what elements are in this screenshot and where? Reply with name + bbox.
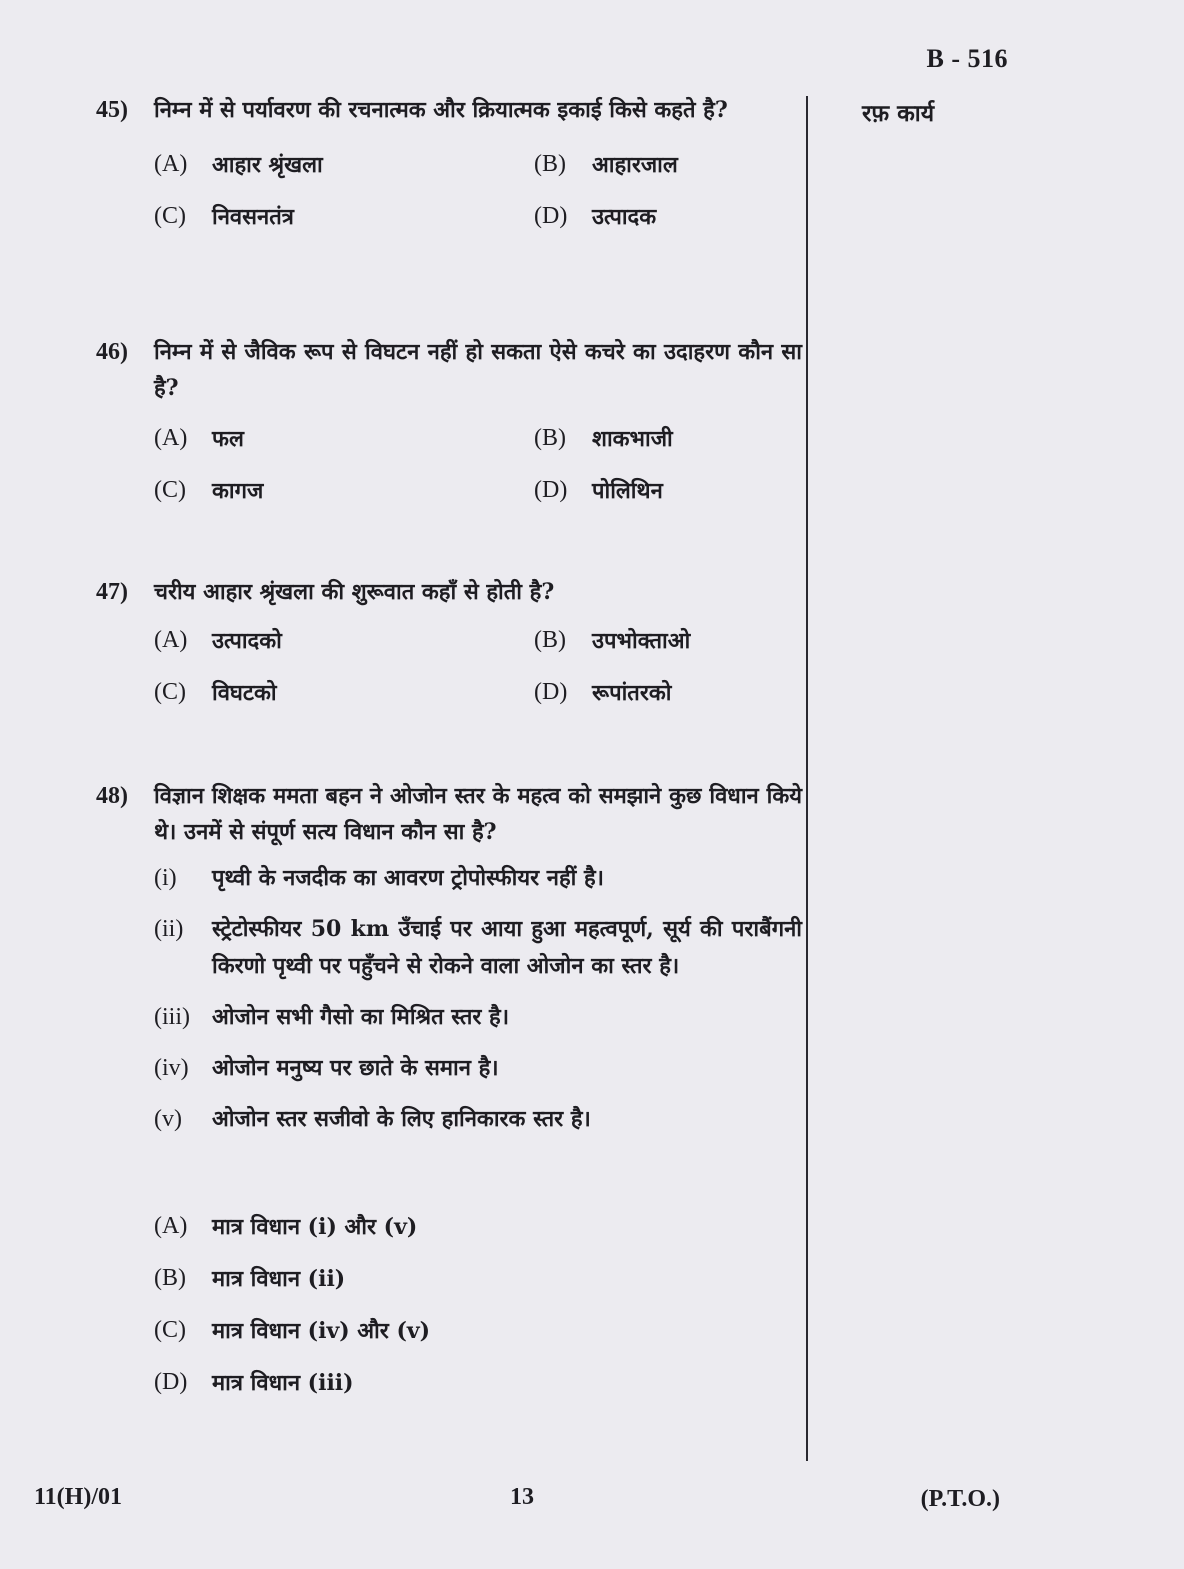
statement-ii (154, 911, 802, 985)
question-number: 47) (96, 579, 128, 605)
statement-v (154, 1101, 802, 1138)
statement-iii (154, 999, 802, 1036)
option-text: उत्पादक (592, 204, 657, 230)
option-b (534, 412, 854, 464)
option-b (154, 1252, 802, 1304)
option-d (534, 666, 854, 718)
statement-text: स्ट्रेटोस्फीयर 50 km उँचाई पर आया हुआ महत्वपूर्ण, सूर्य की पराबैंगनी किरणो पृथ्वी पर पहुँचने से रोकने वाला ओजोन का स्तर है। (212, 916, 802, 979)
option-text: मात्र विधान (iv) और (v) (212, 1318, 431, 1344)
option-a (154, 1200, 802, 1252)
option-text: निवसनतंत्र (212, 204, 294, 230)
option-label: (C) (154, 1316, 186, 1343)
option-text: फल (212, 426, 244, 452)
option-text: मात्र विधान (i) और (v) (212, 1214, 418, 1240)
question-48 (96, 778, 802, 1408)
page-number: 13 (510, 1484, 534, 1510)
option-label: (D) (534, 678, 568, 705)
question-45 (96, 92, 802, 242)
option-label: (C) (154, 202, 186, 229)
question-number: 45) (96, 97, 128, 123)
paper-code: B - 516 (926, 44, 1008, 73)
question-number: 48) (96, 783, 128, 809)
statement-i (154, 860, 802, 897)
statement-text: ओजोन सभी गैसो का मिश्रित स्तर है। (212, 1004, 510, 1030)
option-label: (B) (154, 1264, 186, 1291)
option-label: (B) (534, 424, 566, 451)
option-label: (D) (534, 202, 568, 229)
option-text: उत्पादको (212, 628, 282, 654)
option-c (154, 666, 534, 718)
option-b (534, 138, 854, 190)
rough-work-heading: रफ़ कार्य (862, 100, 935, 127)
statement-label: (ii) (154, 916, 184, 942)
option-c (154, 1304, 802, 1356)
statement-list (96, 860, 802, 1138)
option-label: (B) (534, 150, 566, 177)
option-d (534, 464, 854, 516)
question-text: चरीय आहार श्रृंखला की शुरूवात कहाँ से होती है? (154, 579, 555, 605)
option-a (154, 138, 534, 190)
option-label: (C) (154, 678, 186, 705)
option-text: कागज (212, 478, 264, 504)
footer-paper-id: 11(H)/01 (34, 1484, 122, 1510)
question-47 (96, 574, 802, 718)
option-text: रूपांतरको (592, 680, 672, 706)
option-label: (A) (154, 424, 188, 451)
option-d (534, 190, 854, 242)
option-text: विघटको (212, 680, 277, 706)
option-a (154, 412, 534, 464)
statement-text: पृथ्वी के नजदीक का आवरण ट्रोपोस्फीयर नहीं है। (212, 865, 605, 891)
statement-text: ओजोन मनुष्य पर छाते के समान है। (212, 1055, 499, 1081)
options-grid (154, 412, 802, 516)
option-c (154, 190, 534, 242)
options-grid (154, 614, 802, 718)
option-text: उपभोक्ताओ (592, 628, 691, 654)
question-text: विज्ञान शिक्षक ममता बहन ने ओजोन स्तर के महत्व को समझाने कुछ विधान किये थे। उनमें से संपूर्ण सत्य विधान कौन सा है? (154, 783, 802, 845)
option-b (534, 614, 854, 666)
column-divider (806, 96, 808, 1461)
question-text: निम्न में से जैविक रूप से विघटन नहीं हो सकता ऐसे कचरे का उदाहरण कौन सा है? (154, 339, 802, 401)
option-label: (B) (534, 626, 566, 653)
statement-label: (v) (154, 1106, 182, 1132)
statement-label: (i) (154, 865, 177, 891)
option-c (154, 464, 534, 516)
option-label: (A) (154, 1212, 188, 1239)
option-text: पोलिथिन (592, 478, 663, 504)
option-text: मात्र विधान (ii) (212, 1266, 346, 1292)
option-d (154, 1356, 802, 1408)
option-label: (D) (154, 1368, 188, 1395)
option-text: आहार श्रृंखला (212, 152, 323, 178)
please-turn-over: (P.T.O.) (920, 1486, 1000, 1512)
option-a (154, 614, 534, 666)
option-label: (C) (154, 476, 186, 503)
option-label: (A) (154, 626, 188, 653)
statement-text: ओजोन स्तर सजीवो के लिए हानिकारक स्तर है। (212, 1106, 591, 1132)
option-text: आहारजाल (592, 152, 678, 178)
statement-label: (iii) (154, 1004, 190, 1030)
answer-choices (96, 1200, 802, 1408)
option-label: (D) (534, 476, 568, 503)
option-text: मात्र विधान (iii) (212, 1370, 354, 1396)
options-grid (154, 138, 802, 242)
question-text: निम्न में से पर्यावरण की रचनात्मक और क्रियात्मक इकाई किसे कहते है? (154, 97, 728, 123)
option-label: (A) (154, 150, 188, 177)
option-text: शाकभाजी (592, 426, 673, 452)
question-46 (96, 334, 802, 516)
question-number: 46) (96, 339, 128, 365)
statement-iv (154, 1050, 802, 1087)
statement-label: (iv) (154, 1055, 189, 1081)
